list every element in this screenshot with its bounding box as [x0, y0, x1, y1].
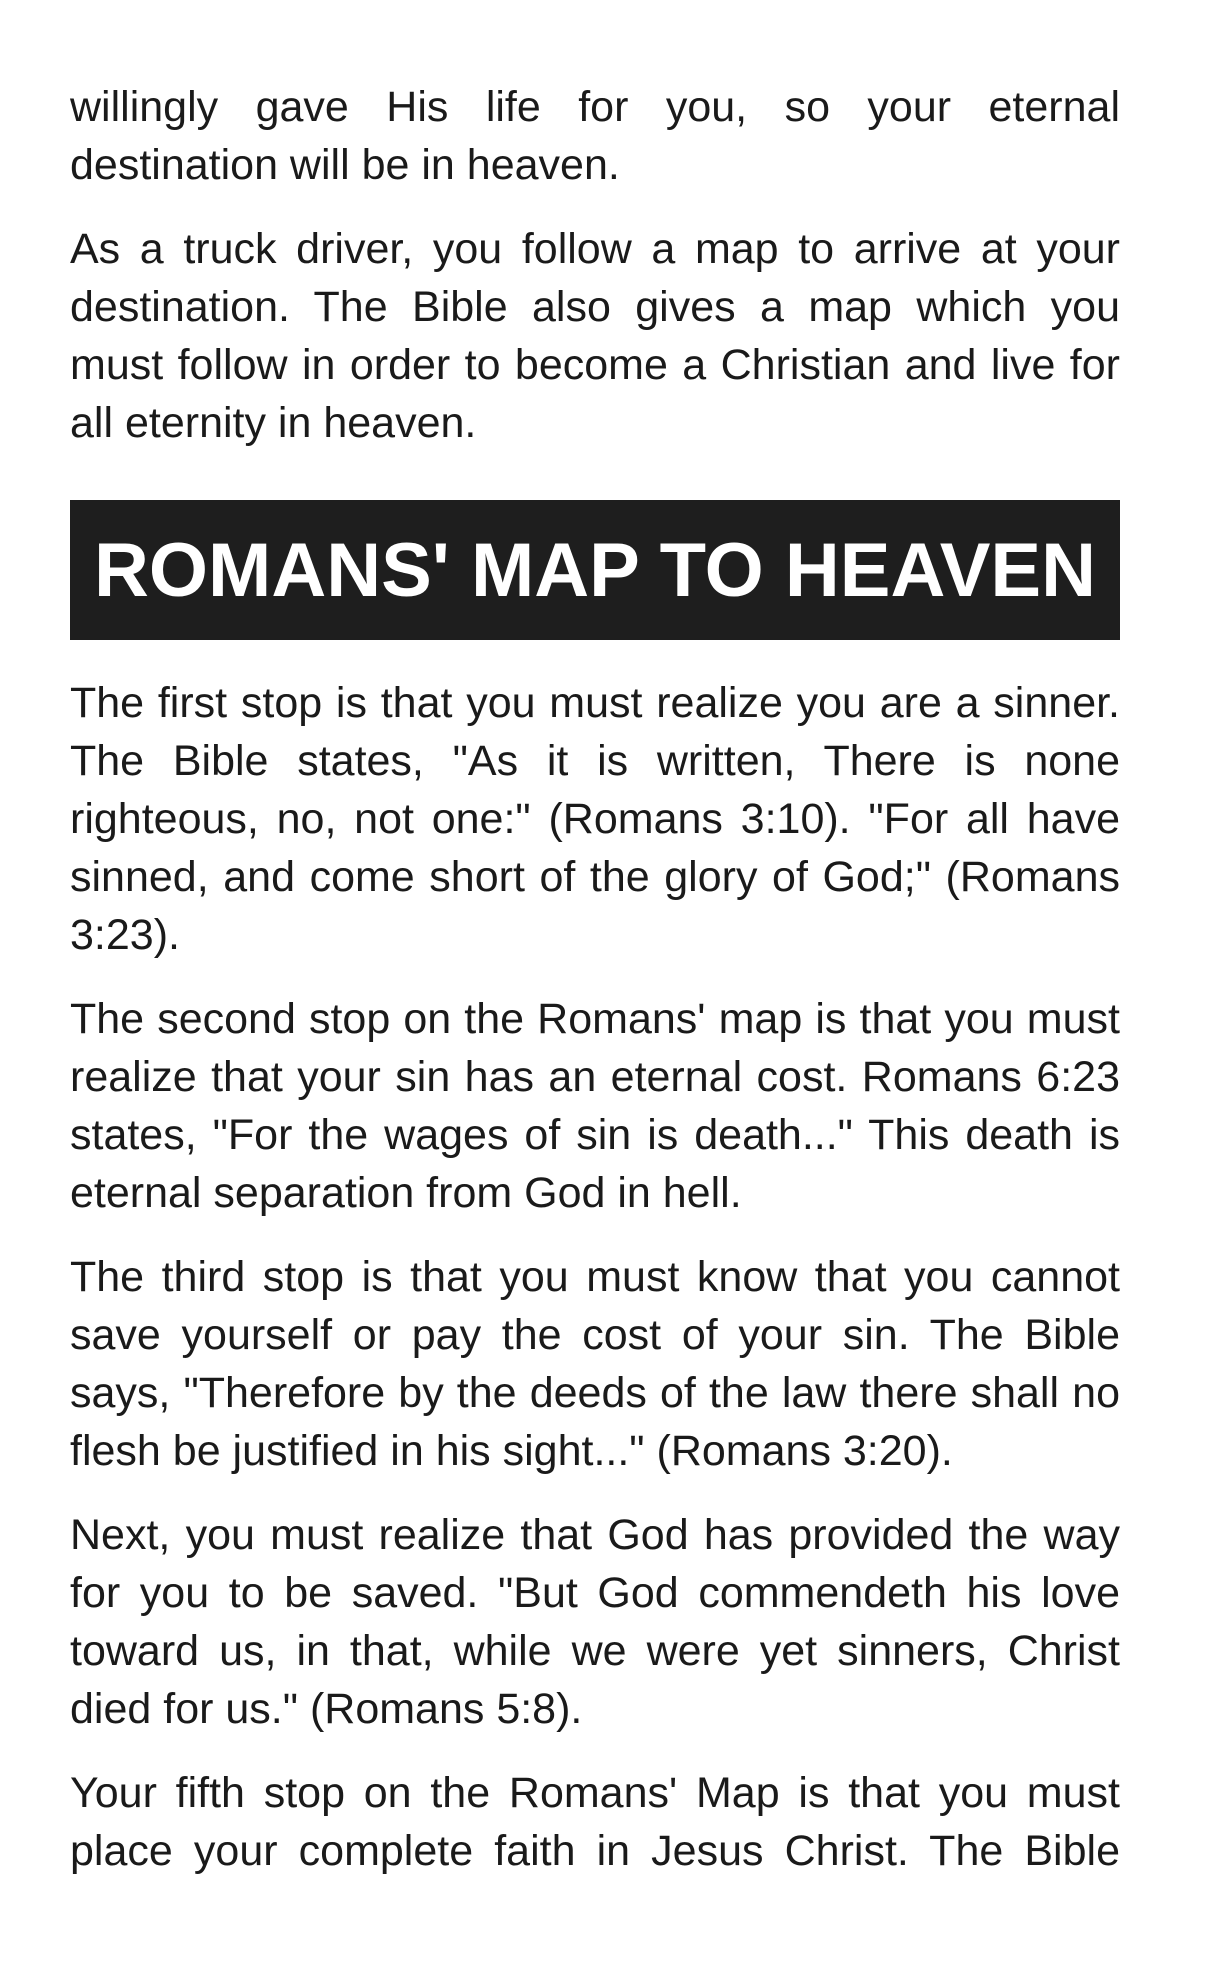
- paragraph-fifth-stop: Your fifth stop on the Romans' Map is that you must place your complete faith in Jesus Christ. The Bible: [70, 1769, 1120, 1875]
- paragraph-second-stop: The second stop on the Romans' map is that you must realize that your sin has an eternal cost. Romans 6:23 states, "For the wages of sin is death..." This death is eternal separation from God in hell.: [70, 995, 1120, 1217]
- section-heading: ROMANS' MAP TO HEAVEN: [94, 527, 1096, 613]
- section-heading-bar: [70, 500, 1120, 640]
- paragraph-eternal-destination: willingly gave His life for you, so your eternal destination will be in heaven.: [70, 83, 1120, 189]
- paragraph-next-stop: Next, you must realize that God has provided the way for you to be saved. "But God commendeth his love toward us, in that, while we were yet sinners, Christ died for us." (Romans 5:8).: [70, 1511, 1120, 1733]
- paragraph-third-stop: The third stop is that you must know that you cannot save yourself or pay the cost of your sin. The Bible says, "Therefore by the deeds of the law there shall no flesh be justified in his sight..." (Romans 3:20).: [70, 1253, 1120, 1475]
- paragraph-truck-driver-map: As a truck driver, you follow a map to arrive at your destination. The Bible also gives a map which you must follow in order to become a Christian and live for all eternity in heaven.: [70, 225, 1120, 447]
- paragraph-first-stop: The first stop is that you must realize you are a sinner. The Bible states, "As it is written, There is none righteous, no, not one:" (Romans 3:10). "For all have sinned, and come short of the glory of God;" (Romans 3:23).: [70, 679, 1120, 959]
- document-page: [70, 78, 1120, 1906]
